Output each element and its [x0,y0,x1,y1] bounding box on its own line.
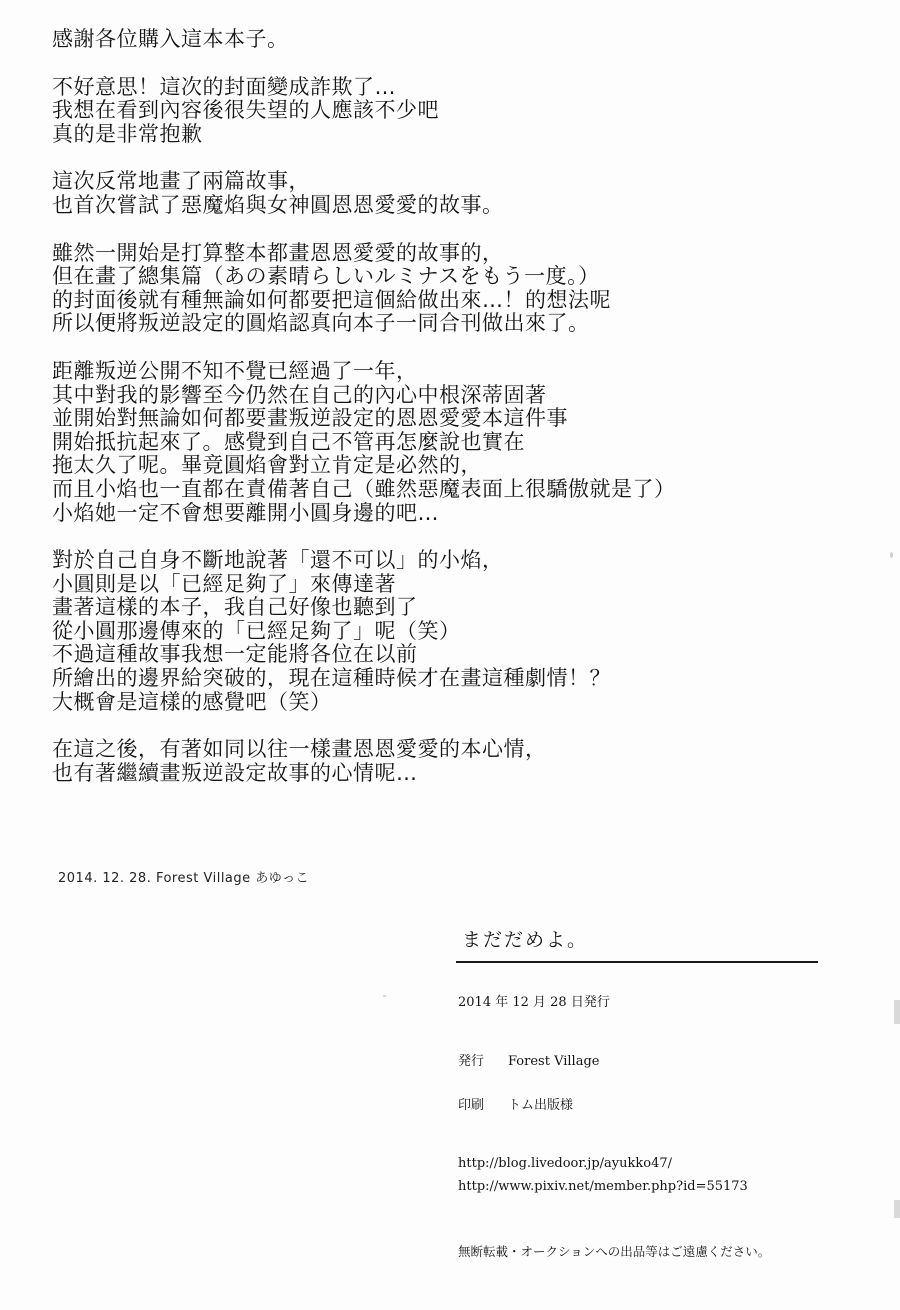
afterword-line: 不好意思！這次的封面變成詐欺了… [52,74,396,99]
afterword-line: 小圓則是以「已經足夠了」來傳達著 [52,571,396,596]
afterword-line: 但在畫了總集篇（あの素晴らしいルミナスをもう一度。） [52,264,600,289]
afterword-paragraph [52,28,872,52]
afterword-line: 畫著這樣的本子，我自己好像也聽到了 [52,595,418,620]
blog-url: http://blog.livedoor.jp/ayukko47/ [458,1156,672,1171]
afterword-text [52,28,872,809]
afterword-line: 也首次嘗試了惡魔焰與女神圓恩恩愛愛的故事。 [52,192,504,217]
afterword-line: 感謝各位購入這本本子。 [52,27,289,51]
afterword-line: 雖然一開始是打算整本都畫恩恩愛愛的故事的， [52,240,504,265]
afterword-line: 並開始對無論如何都要畫叛逆設定的恩恩愛愛本這件事 [52,406,568,431]
afterword-signature: 2014. 12. 28. Forest Village あゆっこ [58,871,310,886]
afterword-line: 開始抵抗起來了。感覺到自己不管再怎麼說也實在 [52,429,525,454]
afterword-line: 距離叛逆公開不知不覺已經過了一年， [52,358,418,383]
publication-date: 2014 年 12 月 28 日発行 [458,995,610,1010]
afterword-line: 我想在看到內容後很失望的人應該不少吧 [52,98,439,123]
pixiv-url: http://www.pixiv.net/member.php?id=55173 [458,1179,748,1194]
afterword-line: 這次反常地畫了兩篇故事， [52,169,310,194]
colophon [456,925,836,1259]
printer-value: トム出版様 [508,1098,574,1113]
afterword-line: 從小圓那邊傳來的「已經足夠了」呢（笑） [52,618,461,643]
afterword-line: 所繪出的邊界給突破的，現在這種時候才在畫這種劇情！？ [52,666,611,691]
afterword-line: 大概會是這樣的感覺吧（笑） [52,689,332,714]
afterword-line: 小焰她一定不會想要離開小圓身邊的吧… [52,500,439,525]
afterword-line: 真的是非常抱歉 [52,121,203,146]
scan-edge-mark [894,1000,900,1024]
scan-speck [890,552,893,558]
afterword-paragraph [52,738,872,785]
title-underline [456,961,818,963]
afterword-paragraph [52,549,872,714]
afterword-line: 所以便將叛逆設定的圓焰認真向本子一同合刊做出來了。 [52,311,590,336]
book-title: まだだめよ。 [462,929,589,951]
scan-edge-mark [894,1200,900,1218]
afterword-line: 其中對我的影響至今仍然在自己的內心中根深蒂固著 [52,382,547,407]
publisher-label: 発行 [458,1054,485,1069]
printer-row [458,1094,573,1113]
afterword-paragraph [52,76,872,147]
scan-speck [383,995,386,997]
afterword-line: 不過這種故事我想一定能將各位在以前 [52,642,418,667]
afterword-line: 拖太久了呢。畢竟圓焰會對立肯定是必然的， [52,453,482,478]
publisher-row [458,1050,599,1069]
afterword-line: 也有著繼續畫叛逆設定故事的心情呢… [52,760,418,785]
afterword-paragraph [52,360,872,525]
afterword-paragraph [52,242,872,336]
reprint-notice: 無断転載・オークションへの出品等はご遠慮ください。 [458,1244,771,1259]
printer-label: 印刷 [458,1098,485,1113]
afterword-line: 在這之後，有著如同以往一樣畫恩恩愛愛的本心情， [52,737,547,762]
afterword-line: 的封面後就有種無論如何都要把這個給做出來…！的想法呢 [52,287,611,312]
afterword-paragraph [52,170,872,217]
afterword-line: 對於自己自身不斷地說著「還不可以」的小焰， [52,548,504,573]
afterword-line: 而且小焰也一直都在責備著自己（雖然惡魔表面上很驕傲就是了） [52,476,676,501]
publisher-value: Forest Village [508,1054,600,1069]
